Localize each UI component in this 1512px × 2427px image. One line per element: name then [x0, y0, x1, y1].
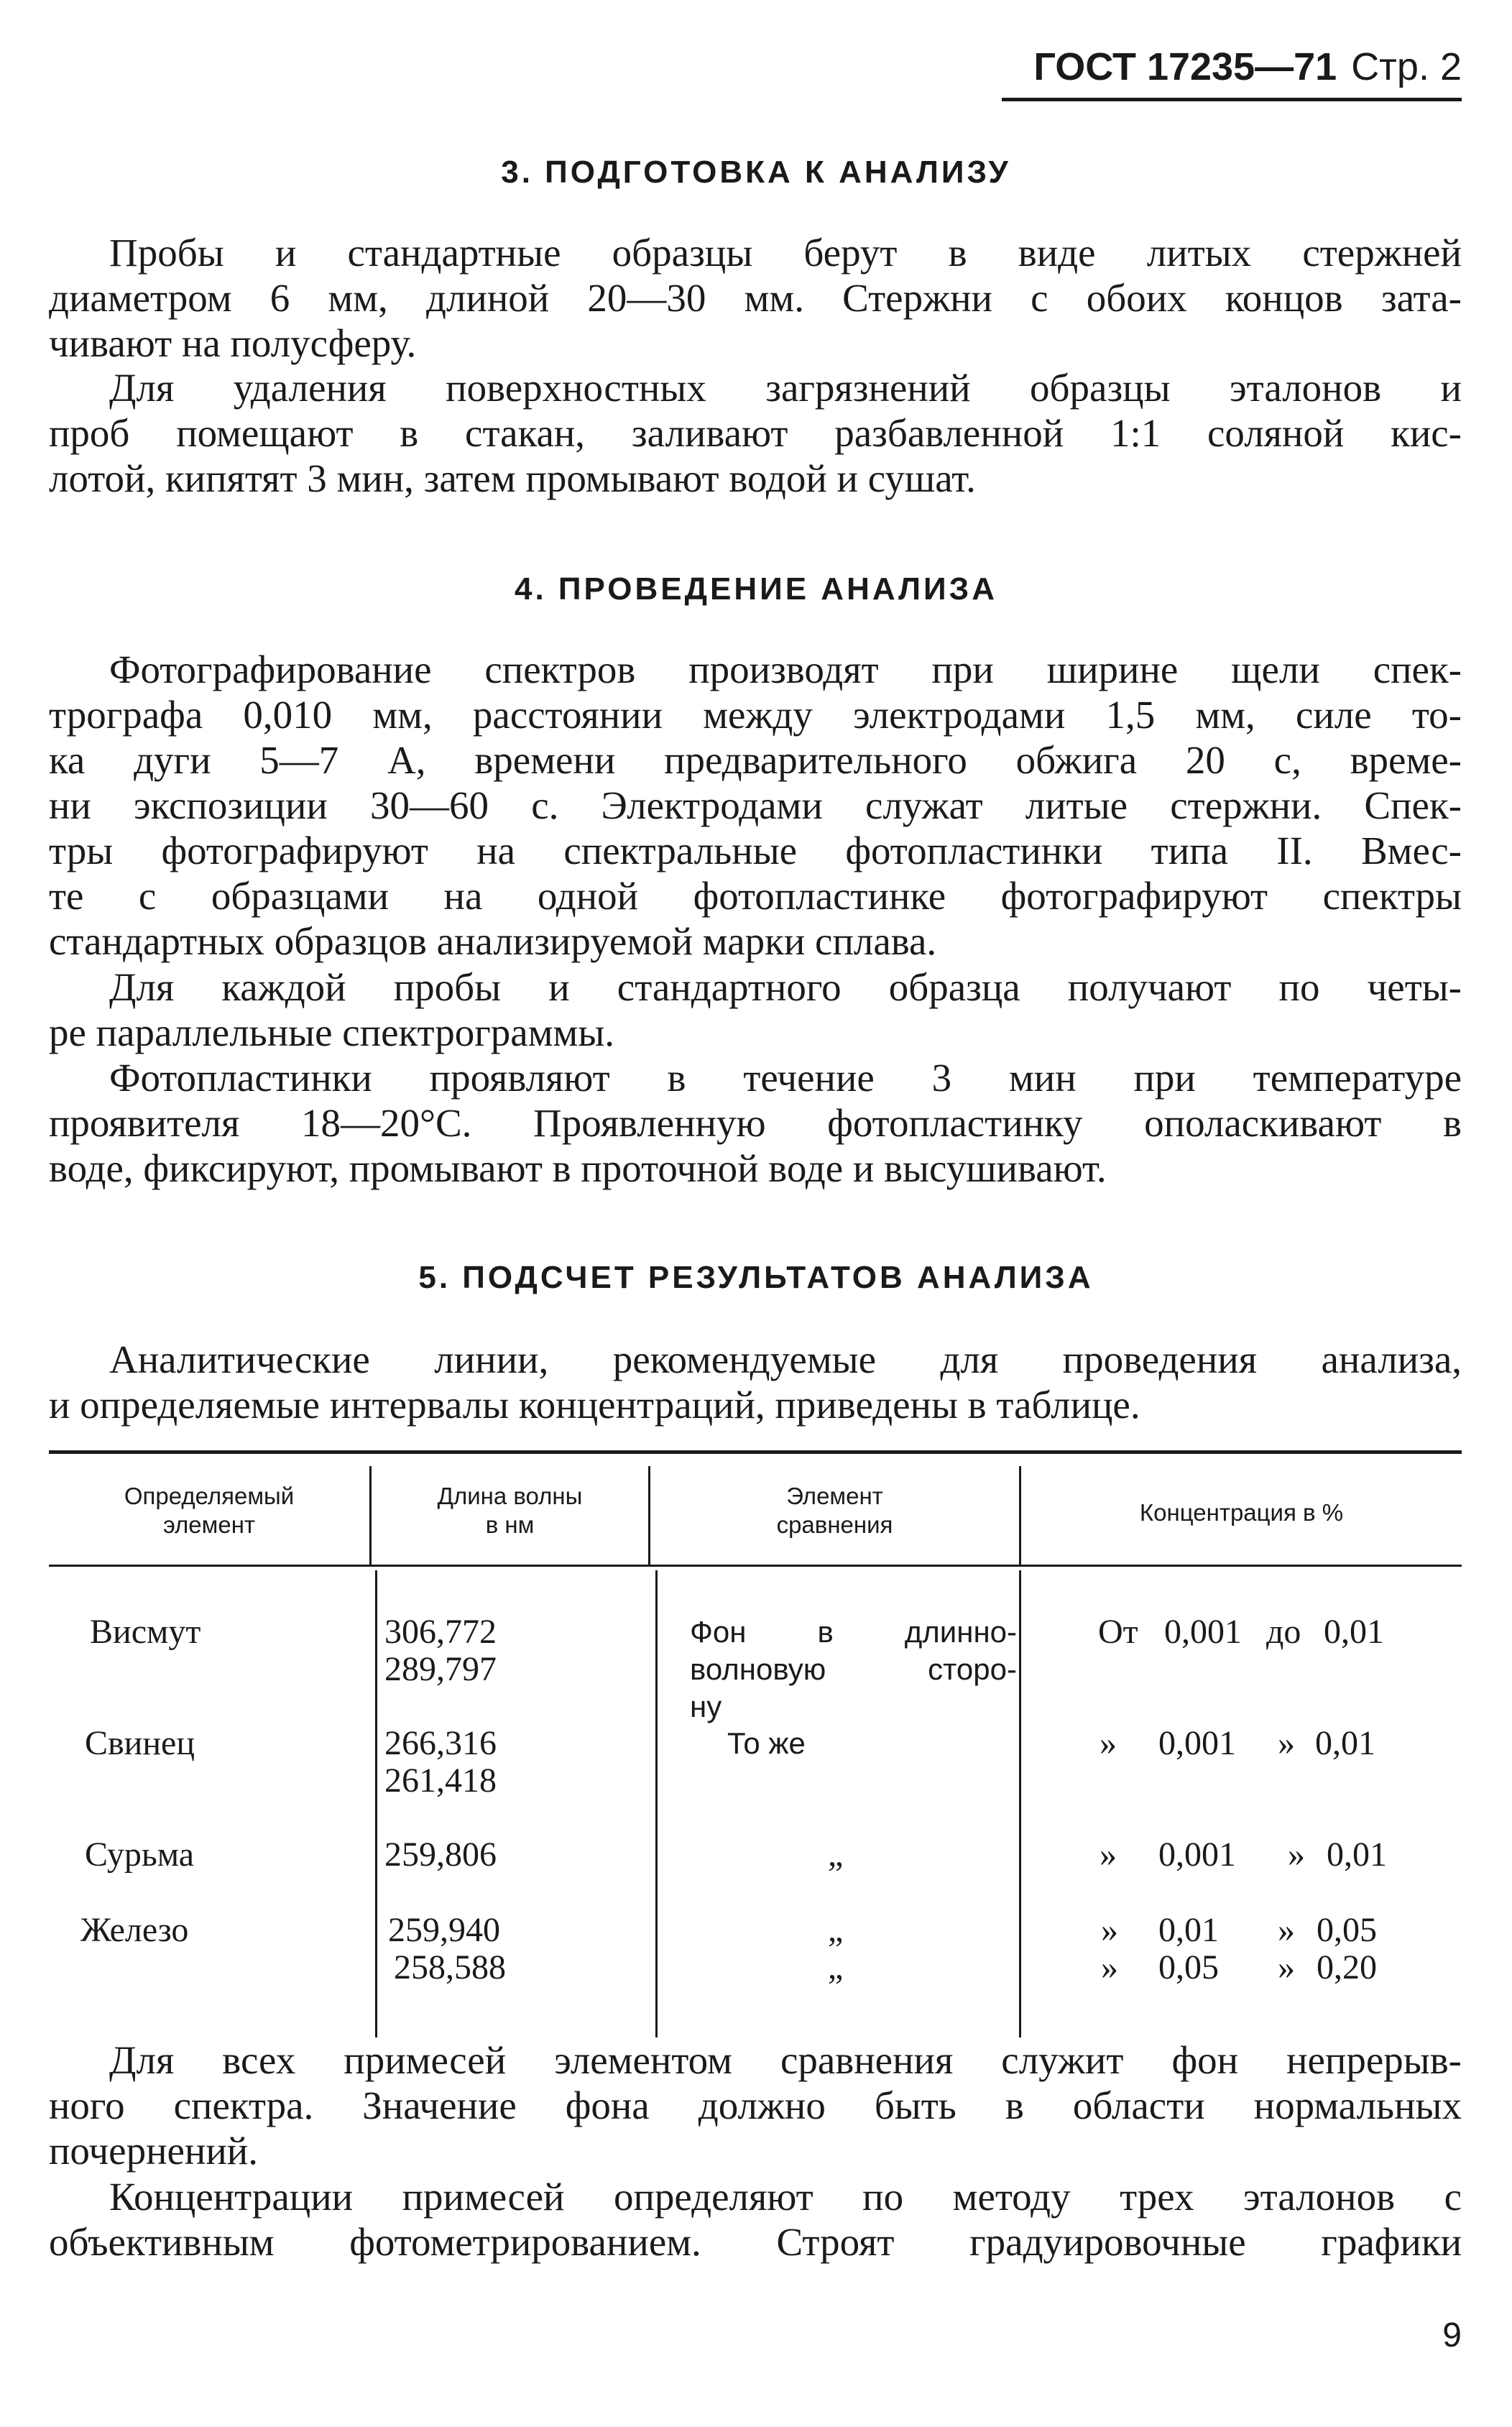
- gost-number: ГОСТ 17235—71: [1033, 45, 1337, 88]
- document-header: [1002, 45, 1462, 101]
- text-line: ного спектра. Значение фона должно быть в области нормальных: [49, 2083, 1462, 2127]
- text-line: Для каждой пробы и стандартного образца получают по четы-: [109, 965, 1462, 1009]
- text-line: и определяемые интервалы концентраций, приведены в таблице.: [49, 1383, 1140, 1427]
- text-line: стандартных образцов анализируемой марки сплава.: [49, 919, 937, 963]
- cell-element: Висмут: [90, 1613, 201, 1651]
- cell-conc-from: 0,05: [1158, 1948, 1219, 1986]
- text-line: Фотопластинки проявляют в течение 3 мин при температуре: [109, 1056, 1462, 1100]
- cell-conc-from: 0,001: [1158, 1836, 1236, 1874]
- header-line: Длина волны: [437, 1483, 583, 1509]
- cell-conc-ditto: »: [1100, 1724, 1117, 1762]
- cell-conc-to-label: до: [1266, 1613, 1301, 1651]
- header-line: Концентрация в %: [1139, 1499, 1344, 1526]
- text-line: Для всех примесей элементом сравнения служит фон непрерыв-: [109, 2038, 1462, 2082]
- cell-comparison: волновую сторо-: [690, 1652, 1017, 1686]
- cell-element: Свинец: [85, 1724, 195, 1762]
- cell-conc-from: 0,001: [1158, 1724, 1236, 1762]
- table-header-rule: [49, 1565, 1462, 1567]
- cell-conc-ditto: »: [1101, 1948, 1118, 1986]
- column-header-concentration: [1021, 1498, 1462, 1527]
- header-line: в нм: [485, 1511, 535, 1538]
- page-reference: Стр. 2: [1351, 45, 1462, 88]
- column-header-wavelength: [372, 1482, 648, 1539]
- cell-conc-to: 0,01: [1327, 1836, 1387, 1874]
- page-number: 9: [1442, 2316, 1462, 2354]
- cell-conc-from: 0,001: [1164, 1613, 1242, 1651]
- section-4-paragraph-3: [49, 1055, 1462, 1191]
- section-3-paragraph-1: [49, 230, 1462, 366]
- text-line: те с образцами на одной фотопластинке фотографируют спектры: [49, 874, 1462, 918]
- text-line: проявителя 18—20°C. Проявленную фотопластинку ополаскивают в: [49, 1101, 1462, 1145]
- column-divider: [375, 1570, 377, 2037]
- table-top-rule: [49, 1450, 1462, 1454]
- text-line: Пробы и стандартные образцы берут в виде литых стержней: [109, 231, 1462, 275]
- cell-comparison: „: [828, 1911, 844, 1949]
- cell-comparison: ну: [690, 1690, 722, 1723]
- section-4-paragraph-1: [49, 647, 1462, 964]
- cell-conc-to: 0,01: [1315, 1724, 1375, 1762]
- header-line: Определяемый: [124, 1483, 295, 1509]
- section-5-paragraph-3: [49, 2174, 1462, 2265]
- text-line: почернений.: [49, 2129, 258, 2173]
- cell-element: Сурьма: [85, 1836, 195, 1874]
- cell-wavelength: 258,588: [394, 1948, 506, 1986]
- cell-comparison: „: [828, 1836, 844, 1874]
- cell-conc-ditto: »: [1101, 1911, 1118, 1949]
- section-5-title: 5. ПОДСЧЕТ РЕЗУЛЬТАТОВ АНАЛИЗА: [418, 1260, 1094, 1295]
- text-line: ре параллельные спектрограммы.: [49, 1010, 615, 1054]
- section-5-paragraph-2: [49, 2037, 1462, 2173]
- cell-wavelength: 259,940: [388, 1911, 500, 1949]
- text-line: ни экспозиции 30—60 с. Электродами служат литые стержни. Спек-: [49, 783, 1462, 827]
- text-line: Фотографирование спектров производят при ширине щели спек-: [109, 648, 1462, 691]
- cell-conc-to: 0,01: [1324, 1613, 1384, 1651]
- section-4-title: 4. ПРОВЕДЕНИЕ АНАЛИЗА: [514, 571, 998, 607]
- cell-wavelength: 261,418: [384, 1761, 497, 1800]
- cell-conc-ditto: »: [1278, 1724, 1295, 1762]
- cell-wavelength: 289,797: [384, 1650, 497, 1688]
- cell-conc-ditto: »: [1100, 1836, 1117, 1874]
- text-line: чивают на полусферу.: [49, 321, 417, 365]
- section-3-title: 3. ПОДГОТОВКА К АНАЛИЗУ: [501, 155, 1011, 190]
- column-divider: [1019, 1570, 1021, 2037]
- cell-wavelength: 266,316: [384, 1724, 497, 1762]
- text-line: лотой, кипятят 3 мин, затем промывают водой и сушат.: [49, 456, 976, 500]
- cell-conc-ditto: »: [1278, 1911, 1295, 1949]
- text-line: трографа 0,010 мм, расстоянии между электродами 1,5 мм, силе то-: [49, 693, 1462, 737]
- header-line: элемент: [162, 1511, 256, 1538]
- cell-element: Железо: [80, 1911, 189, 1949]
- column-header-comparison: [650, 1482, 1019, 1539]
- column-header-element: [49, 1482, 369, 1539]
- cell-conc-to: 0,05: [1317, 1911, 1377, 1949]
- cell-comparison: То же: [727, 1726, 806, 1760]
- text-line: Концентрации примесей определяют по методу трех эталонов с: [109, 2175, 1462, 2219]
- section-3-paragraph-2: [49, 365, 1462, 501]
- cell-wavelength: 306,772: [384, 1613, 497, 1651]
- cell-comparison: „: [828, 1948, 844, 1986]
- text-line: объективным фотометрированием. Строят градуировочные графики: [49, 2220, 1462, 2264]
- cell-conc-ditto: »: [1288, 1836, 1305, 1874]
- text-line: тры фотографируют на спектральные фотопластинки типа II. Вмес-: [49, 829, 1462, 872]
- section-5-intro: [49, 1337, 1462, 1427]
- cell-conc-prefix: От: [1098, 1613, 1138, 1651]
- cell-conc-from: 0,01: [1158, 1911, 1219, 1949]
- cell-conc-to: 0,20: [1317, 1948, 1377, 1986]
- text-line: диаметром 6 мм, длиной 20—30 мм. Стержни с обоих концов зата-: [49, 276, 1462, 320]
- cell-wavelength: 259,806: [384, 1836, 497, 1874]
- text-line: Аналитические линии, рекомендуемые для проведения анализа,: [109, 1337, 1462, 1381]
- text-line: воде, фиксируют, промывают в проточной воде и высушивают.: [49, 1146, 1107, 1190]
- section-4-paragraph-2: [49, 964, 1462, 1055]
- header-line: сравнения: [776, 1511, 893, 1538]
- header-line: Элемент: [786, 1483, 883, 1509]
- text-line: ка дуги 5—7 А, времени предварительного обжига 20 с, време-: [49, 738, 1462, 782]
- column-divider: [655, 1570, 658, 2037]
- text-line: Для удаления поверхностных загрязнений образцы эталонов и: [109, 366, 1462, 410]
- text-line: проб помещают в стакан, заливают разбавленной 1:1 соляной кис-: [49, 411, 1462, 455]
- cell-conc-ditto: »: [1278, 1948, 1295, 1986]
- cell-comparison: Фон в длинно-: [690, 1615, 1017, 1649]
